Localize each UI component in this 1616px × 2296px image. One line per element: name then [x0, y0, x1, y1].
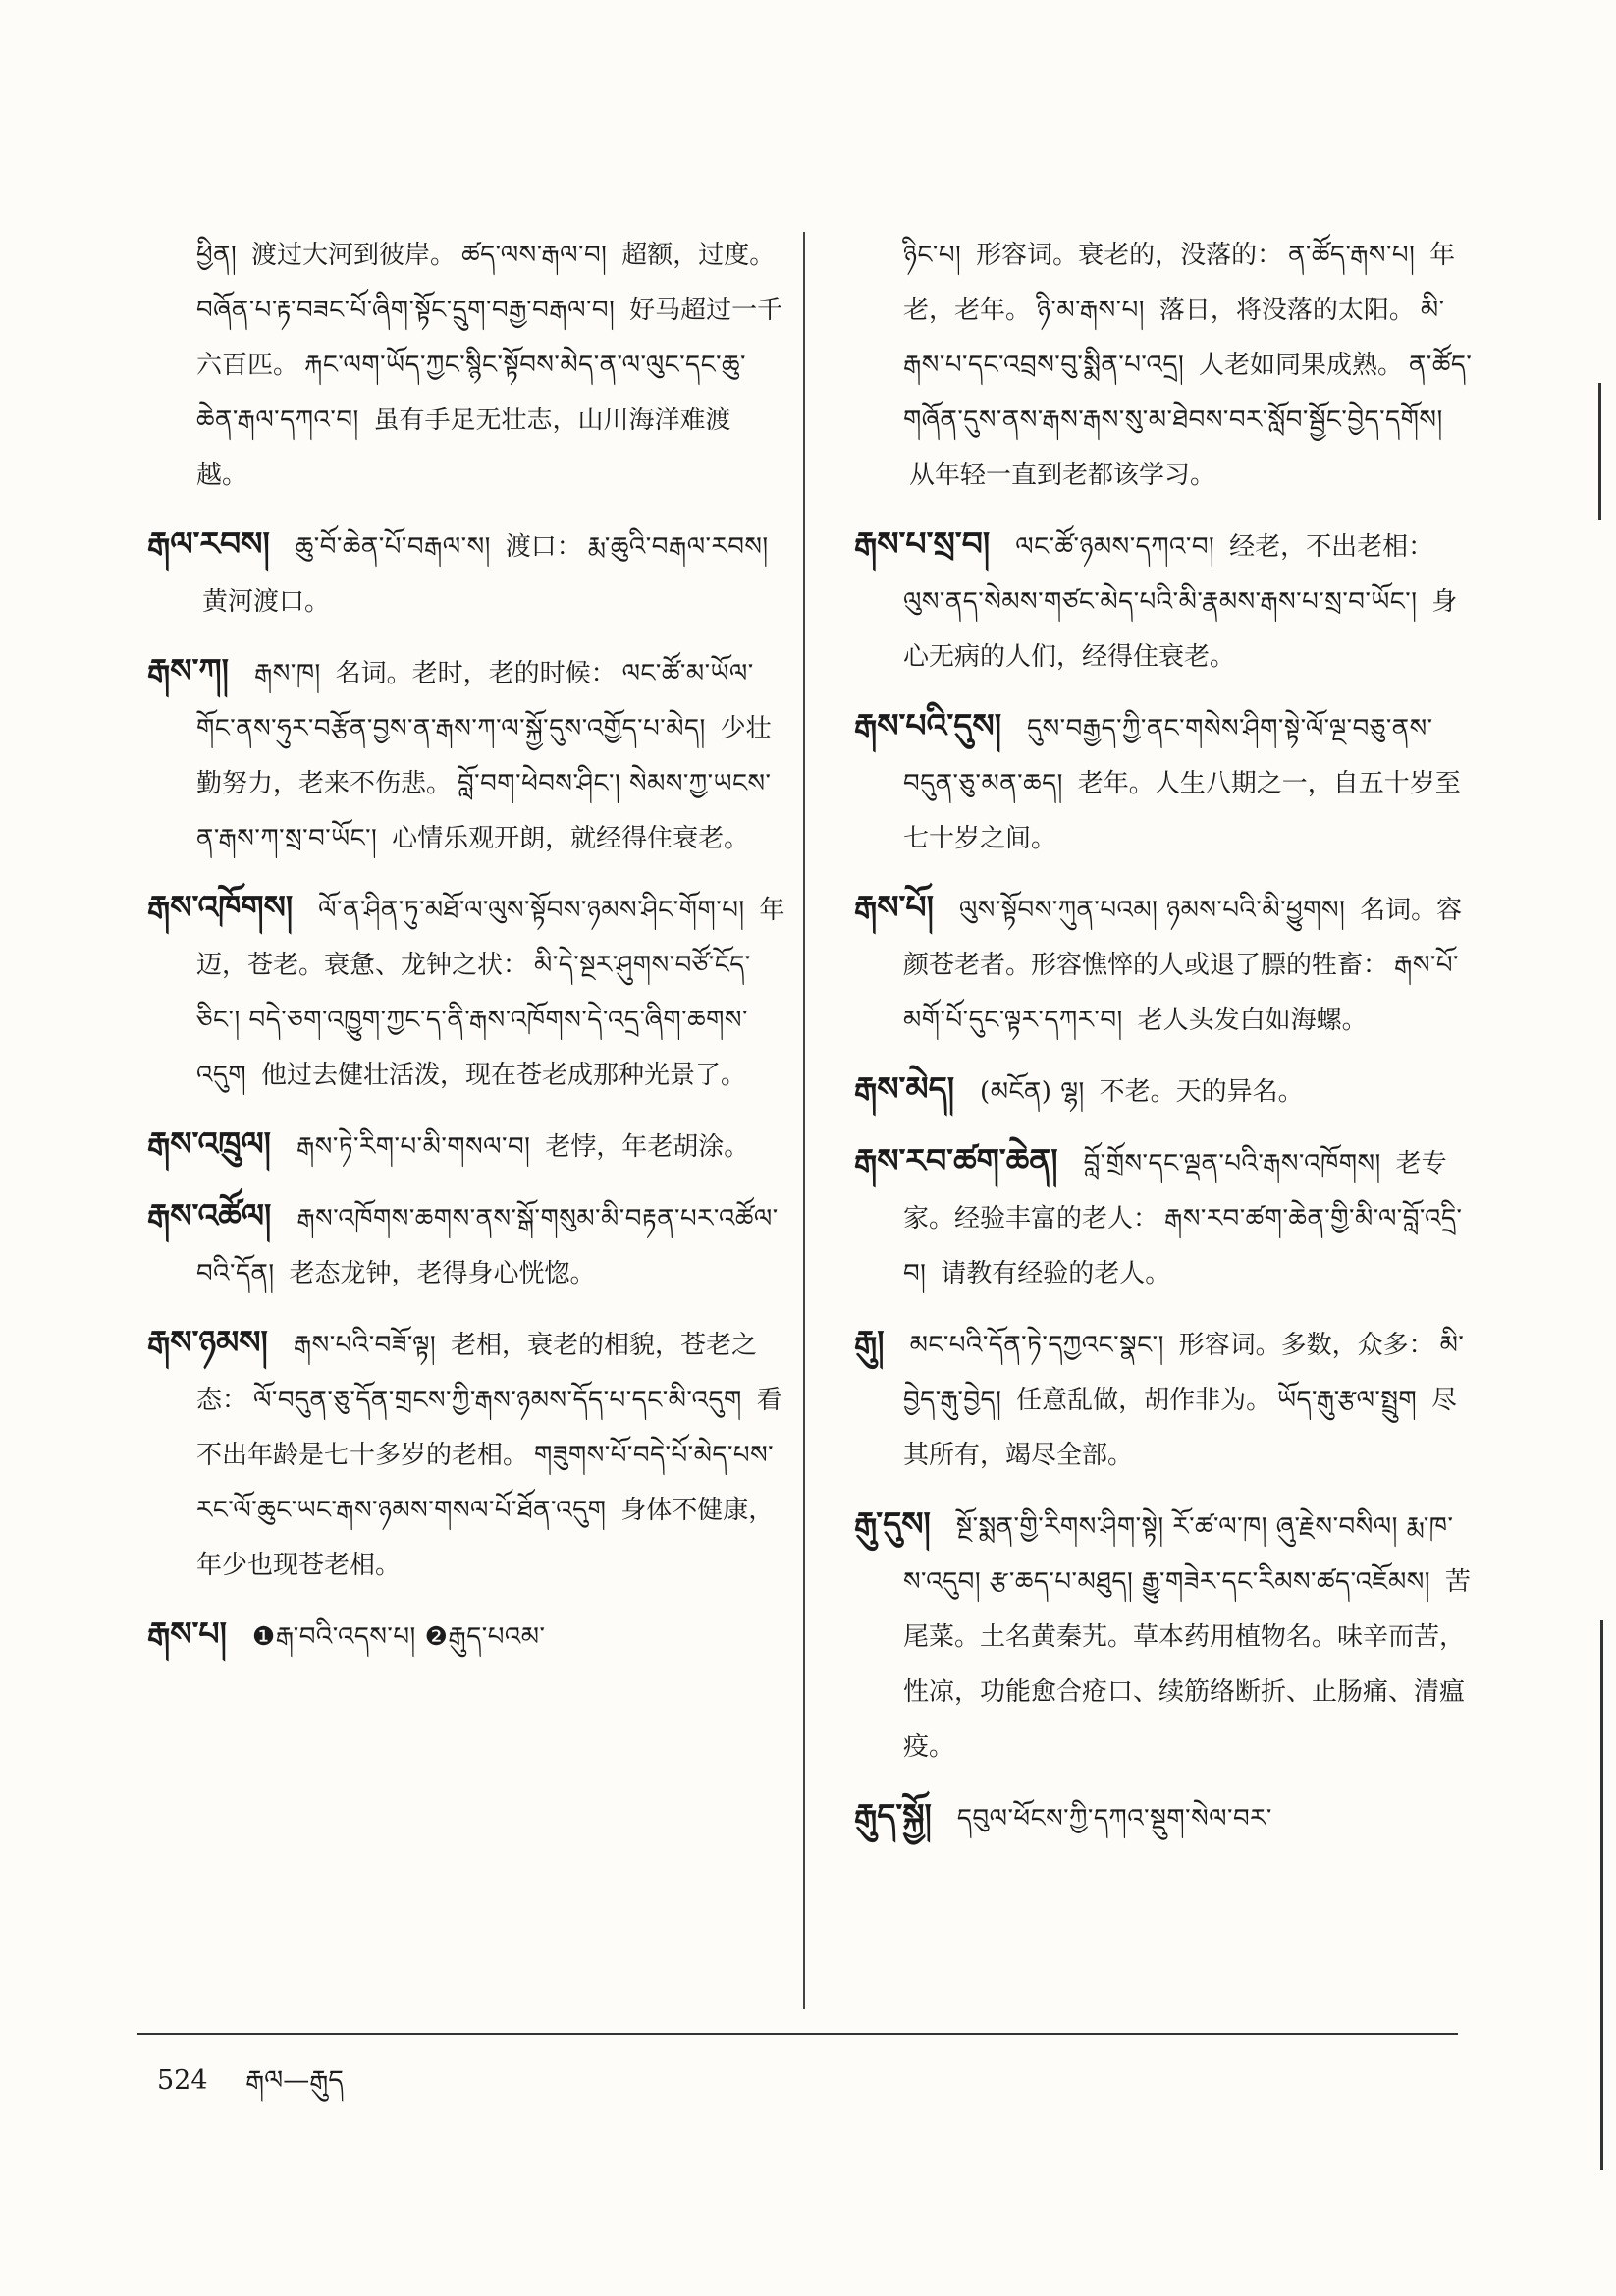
entry-headword: རྒས་པ་སྲ་བ། — [854, 524, 991, 563]
scan-edge-mark — [1598, 383, 1601, 520]
entry-headword: རྒུ་དུས། — [854, 1504, 931, 1543]
dictionary-entry — [854, 517, 1473, 684]
dictionary-entry — [854, 1497, 1473, 1775]
chinese-gloss: 人老如同果成熟。 — [1199, 351, 1404, 380]
chinese-gloss: 不老。天的异名。 — [1099, 1077, 1304, 1107]
dictionary-entry — [854, 698, 1473, 866]
page-number: 524 — [157, 2065, 208, 2096]
tibetan-text: མི་དེ་སྔར་ཤུགས་བཙོ་ངོད་ཅིང་། བདེ་ཅག་འཁྱུག་ཀྱང་ད་ནི་རྒས་འཁོགས་དེ་འདྲ་ཞིག་ཆགས་འདུག — [196, 951, 751, 1090]
page-footer — [157, 2050, 373, 2125]
tibetan-text: མི་རྒས་པ་དང་འབྲས་བུ་སྨིན་པ་འདྲ། — [903, 296, 1445, 380]
page-range: རྒལ—རྒུད — [245, 2065, 344, 2096]
dictionary-entry — [147, 1607, 785, 1665]
tibetan-text: རྒས་རབ་ཚག་ཆེན་གྱི་མི་ལ་བློ་འདྲི་བ། — [903, 1204, 1463, 1288]
chinese-gloss: 老悖，年老胡涂。 — [545, 1132, 750, 1162]
entry-headword: རྒས་འཁྲུལ། — [147, 1124, 271, 1163]
chinese-gloss: 老相，衰老的相貌，苍老之态： — [196, 1331, 757, 1415]
tibetan-text: གཟུགས་པོ་བདེ་པོ་མེད་པས་རང་ལོ་ཆུང་ཡང་རྒས་ཉམས་གསལ་པོ་ཐོན་འདུག — [196, 1441, 775, 1525]
chinese-gloss: 看不出年龄是七十多岁的老相。 — [196, 1386, 782, 1470]
dictionary-entry — [854, 1133, 1473, 1301]
tibetan-text: ན་ཚོད་རྒས་པ། — [1288, 241, 1425, 270]
tibetan-text: ལང་ཚོ་མ་ཡོལ་གོང་ནས་ཧུར་བརྩོན་བྱས་ན་རྒས་ཀ་ལ་སྐྱོ་དུས་འགྱོད་པ་མེད། — [196, 659, 754, 743]
dictionary-entry — [854, 880, 1473, 1048]
chinese-gloss: 任意乱做，胡作非为。 — [1016, 1386, 1272, 1415]
entry-headword: རྒས་འཚོལ། — [147, 1196, 272, 1234]
entry-headword: རྒས་རབ་ཚག་ཆེན། — [854, 1141, 1058, 1179]
chinese-gloss: 好马超过一千六百匹。 — [196, 296, 783, 380]
tibetan-text: རྒས་པའི་བཟོ་ལྟ། — [293, 1331, 445, 1360]
dictionary-entry — [854, 1062, 1473, 1120]
entry-headword: རྒུ། — [854, 1323, 885, 1361]
chinese-gloss: 他过去健壮活泼，现在苍老成那种光景了。 — [261, 1061, 747, 1090]
tibetan-text: སྔོ་སྨན་གྱི་རིགས་ཤིག་སྟེ། རོ་ཚ་ལ་ཁ། ཞུ་རྗེས་བསིལ། རྨ་ཁ་ས་འདུབ། རྩ་ཆད་པ་མཐུད། རྒྱུ་གཟེར་དང་རིམས་ཚད་འཇོམས། — [903, 1512, 1454, 1597]
tibetan-text: ལུས་སྟོབས་ཀུན་པའམ། ཉམས་པའི་མི་ཕྱུགས། — [958, 896, 1355, 925]
entry-headword: རྒས་པའི་དུས། — [854, 706, 1002, 744]
chinese-gloss: 老人头发白如海螺。 — [1137, 1006, 1368, 1035]
chinese-gloss: 形容词。衰老的，没落的： — [976, 241, 1283, 270]
tibetan-text: རྒས་ཏེ་རིག་པ་མི་གསལ་བ། — [296, 1132, 540, 1162]
chinese-gloss: 请教有经验的老人。 — [941, 1259, 1171, 1288]
right-column — [854, 228, 1473, 1860]
dictionary-entry — [147, 1188, 785, 1301]
entry-headword: རྒས་མེད། — [854, 1069, 955, 1108]
dictionary-entry — [147, 1315, 785, 1593]
tibetan-text: རྐང་ལག་ཡོད་ཀྱང་སྙིང་སྟོབས་མེད་ན་ལ་ལུང་དང་ཆུ་ཆེན་རྒལ་དཀའ་བ། — [196, 351, 747, 435]
tibetan-text: དུས་བརྒྱད་ཀྱི་ནང་གསེས་ཤིག་སྟེ་ལོ་ལྔ་བཅུ་ནས་བདུན་ཅུ་མན་ཆད། — [903, 714, 1433, 798]
tibetan-text: ཚད་ལས་རྒལ་བ། — [461, 241, 617, 270]
entry-headword: རྒུད་སྐྱོ། — [854, 1796, 932, 1834]
entry-headword: རྒས་པོ། — [854, 888, 934, 926]
chinese-gloss: 老专家。经验丰富的老人： — [903, 1149, 1447, 1233]
chinese-gloss: 从年轻一直到老都该学习。 — [909, 461, 1216, 490]
chinese-gloss: 少壮勤努力，老来不伤悲。 — [196, 714, 772, 798]
tibetan-text: རྒས་འཁོགས་ཆགས་ནས་སྒོ་གསུམ་མི་བརྟན་པར་འཚོལ་བའི་དོན། — [196, 1204, 779, 1288]
entry-headword: རྒལ་རབས། — [147, 524, 270, 563]
tibetan-text: ལང་ཚོ་ཉམས་དཀའ་བ། — [1015, 532, 1224, 562]
scan-edge-mark — [1600, 1620, 1603, 2170]
dictionary-entry — [147, 228, 785, 503]
chinese-gloss: 年老，老年。 — [903, 241, 1456, 325]
chinese-gloss: 渡过大河到彼岸。 — [251, 241, 457, 270]
dictionary-entry — [147, 880, 785, 1103]
tibetan-text: དབུལ་ཕོངས་ཀྱི་དཀའ་སྡུག་སེལ་བར་ — [956, 1804, 1272, 1833]
entry-headword: རྒས་ཀ། — [147, 651, 229, 689]
dictionary-entry — [854, 228, 1473, 503]
tibetan-text: ཉིང་པ། — [903, 241, 971, 270]
chinese-gloss: 苦尾菜。土名黄秦艽。草本药用植物名。味辛而苦，性凉，功能愈合疮口、续筋络断折、止肠痛、清瘟疫。 — [903, 1567, 1471, 1762]
chinese-gloss: 超额，过度。 — [621, 241, 776, 270]
tibetan-text: རྒས་པོ་མགོ་པོ་དུང་ལྟར་དཀར་བ། — [903, 951, 1459, 1035]
entry-headword: རྒས་འཁོགས། — [147, 888, 294, 926]
dictionary-entry — [854, 1788, 1473, 1846]
chinese-gloss: 身心无病的人们，经得住衰老。 — [903, 587, 1458, 672]
tibetan-text: ལོ་ན་ཤིན་ཏུ་མཐོ་ལ་ལུས་སྟོབས་ཉམས་ཤིང་གོག་པ། — [318, 896, 754, 925]
tibetan-text: མི་བྱེད་རྒུ་བྱེད། — [903, 1331, 1465, 1415]
tibetan-text: ཡོད་རྒུ་རྩལ་སྤྲུག — [1277, 1386, 1427, 1415]
dictionary-entry — [854, 1315, 1473, 1483]
chinese-gloss: 名词。老时，老的时候： — [335, 659, 617, 688]
tibetan-text: ན་ཚོད་གཞོན་དུས་ནས་རྒས་རྒས་སུ་མ་ཐེབས་བར་སློབ་སྦྱོང་བྱེད་དགོས། — [903, 351, 1473, 435]
chinese-gloss: 落日，将没落的太阳。 — [1158, 296, 1415, 325]
footer-rule — [137, 2033, 1458, 2035]
chinese-gloss: 心情乐观开朗，就经得住衰老。 — [392, 824, 750, 853]
tibetan-text: རྨ་ཆུའི་བརྒལ་རབས། — [587, 532, 769, 562]
left-column — [147, 228, 785, 1678]
chinese-gloss: 老年。人生八期之一，自五十岁至七十岁之间。 — [903, 769, 1461, 853]
tibetan-text: ཆུ་བོ་ཆེན་པོ་བརྒལ་ས། — [295, 532, 500, 562]
entry-headword: རྒས་པ། — [147, 1614, 227, 1653]
chinese-gloss: 形容词。多数，众多： — [1178, 1331, 1434, 1360]
chinese-gloss: 渡口： — [505, 532, 582, 562]
chinese-gloss: 名词。容颜苍老者。形容憔悴的人或退了膘的牲畜： — [903, 896, 1463, 980]
tibetan-text: ཉི་མ་རྒས་པ། — [1037, 296, 1154, 325]
tibetan-text: (མངོན) ལྷ། — [980, 1077, 1094, 1107]
chinese-gloss: 老态龙钟，老得身心恍惚。 — [289, 1259, 596, 1288]
column-divider — [803, 232, 805, 2009]
tibetan-text: མང་པའི་དོན་ཏེ་དཀྱའང་སྣང་། — [909, 1331, 1173, 1360]
chinese-gloss: 经老，不出老相： — [1229, 532, 1434, 562]
tibetan-text: བློ་བག་ཕེབས་ཤིང་། སེམས་ཀྱ་ཡངས་ན་རྒས་ཀ་སྲ་བ་ཡོང་། — [196, 769, 772, 853]
chinese-gloss: 年迈，苍老。衰惫、龙钟之状： — [196, 896, 785, 980]
tibetan-text: ❶རྒ་བའི་འདས་པ། ❷རྒུད་པའམ་ — [251, 1622, 546, 1652]
chinese-gloss: 尽其所有，竭尽全部。 — [903, 1386, 1458, 1470]
dictionary-entry — [147, 643, 785, 866]
chinese-gloss: 身体不健康，年少也现苍老相。 — [196, 1496, 775, 1580]
tibetan-text: རྒས་ཁ། — [254, 659, 330, 688]
tibetan-text: ལོ་བདུན་ཅུ་དོན་གྲངས་ཀྱི་རྒས་ཉམས་དོད་པ་དང་མི་འདུག — [253, 1386, 751, 1415]
tibetan-text: བློ་གྲོས་དང་ལྡན་པའི་རྒས་འཁོགས། — [1083, 1149, 1390, 1178]
chinese-gloss: 黄河渡口。 — [202, 587, 331, 617]
tibetan-text: ཕྱིན། — [196, 241, 246, 270]
chinese-gloss: 虽有手足无壮志，山川海洋难渡越。 — [196, 406, 731, 490]
entry-headword: རྒས་ཉམས། — [147, 1323, 268, 1361]
dictionary-entry — [147, 517, 785, 629]
tibetan-text: ལུས་ནད་སེམས་གཙང་མེད་པའི་མི་རྣམས་རྒས་པ་སྲ་བ་ཡོང་། — [903, 587, 1427, 617]
dictionary-entry — [147, 1117, 785, 1175]
tibetan-text: བཞོན་པ་རྟ་བཟང་པོ་ཞིག་སྟོང་དྲུག་བརྒྱ་བརྒལ་བ། — [196, 296, 624, 325]
